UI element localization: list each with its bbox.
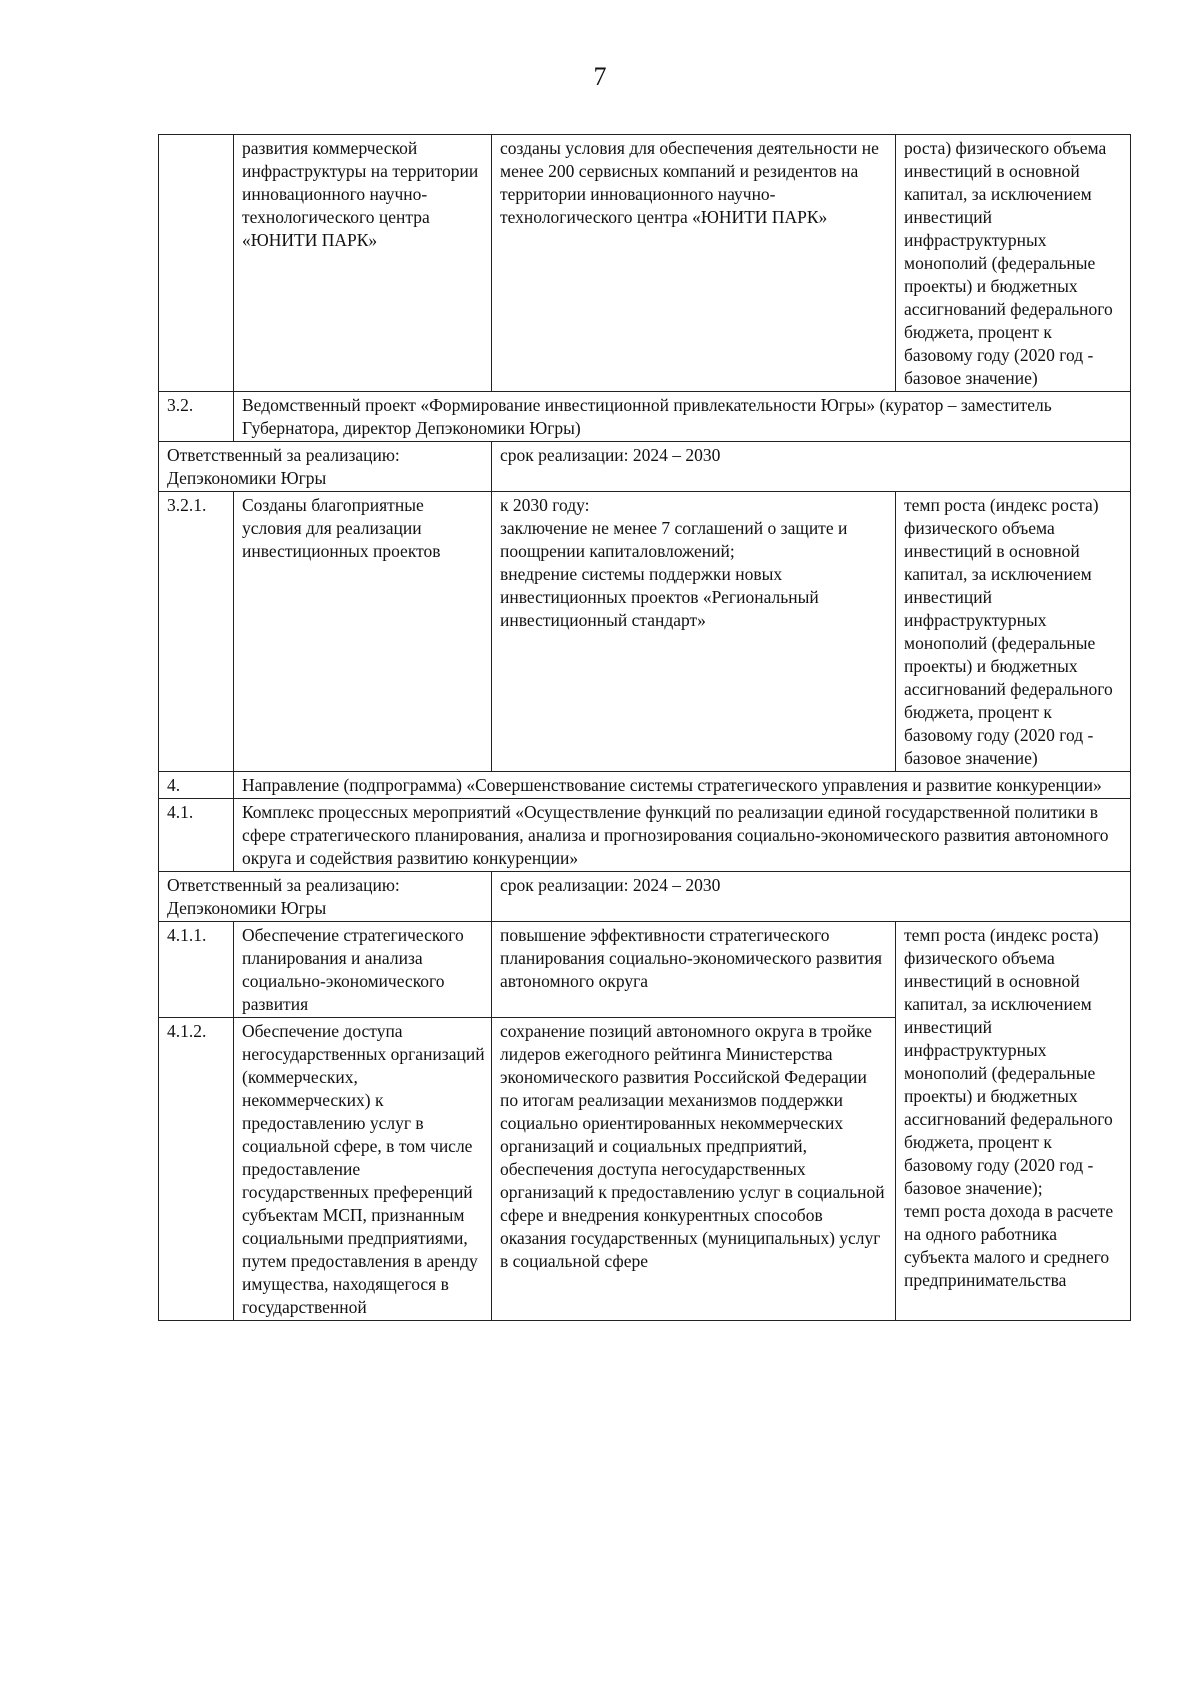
section-title: Комплекс процессных мероприятий «Осуществление функций по реализации единой государственной политики в сфере стратегического планирования, анализа и прогнозирования социально-экономического развития автономного округа и содействия развитию конкуренции» [234,799,1131,872]
section-title: Направление (подпрограмма) «Совершенствование системы стратегического управления и развитие конкуренции» [234,772,1131,799]
page-number: 7 [593,62,607,91]
result-cell: к 2030 году: заключение не менее 7 соглашений о защите и поощрении капиталовложений; внедрение системы поддержки новых инвестиционных проектов «Региональный инвестиционный стандарт» [492,492,896,772]
indicator-cell: темп роста (индекс роста) физического объема инвестиций в основной капитал, за исключением инвестиций инфраструктурных монополий (федеральные проекты) и бюджетных ассигнований федерального бюджета, процент к базовому году (2020 год - базовое значение); темп роста дохода в расчете на одного работника субъекта малого и среднего предпринимательства [896,922,1131,1321]
row-number: 4.1.1. [159,922,234,1018]
result-cell: повышение эффективности стратегического планирования социально-экономического развития автономного округа [492,922,896,1018]
table-row [159,135,1131,392]
section-number: 3.2. [159,392,234,442]
table-row [159,922,1131,1018]
section-row [159,772,1131,799]
section-title: Ведомственный проект «Формирование инвестиционной привлекательности Югры» (куратор – заместитель Губернатора, директор Депэкономики Югры) [234,392,1131,442]
task-cell: развития коммерческой инфраструктуры на территории инновационного научно-технологического центра «ЮНИТИ ПАРК» [234,135,492,392]
result-cell: сохранение позиций автономного округа в тройке лидеров ежегодного рейтинга Министерства экономического развития Российской Федерации по итогам реализации механизмов поддержки социально ориентированных некоммерческих организаций и социальных предприятий, обеспечения доступа негосударственных организаций к предоставлению услуг в социальной сфере и внедрения конкурентных способов оказания государственных (муниципальных) услуг в социальной сфере [492,1018,896,1321]
measures-table [158,134,1131,1321]
indicator-cell: роста) физического объема инвестиций в основной капитал, за исключением инвестиций инфраструктурных монополий (федеральные проекты) и бюджетных ассигнований федерального бюджета, процент к базовому году (2020 год - базовое значение) [896,135,1131,392]
row-number: 3.2.1. [159,492,234,772]
term-cell: срок реализации: 2024 – 2030 [492,872,1131,922]
responsible-row [159,872,1131,922]
indicator-cell: темп роста (индекс роста) физического объема инвестиций в основной капитал, за исключением инвестиций инфраструктурных монополий (федеральные проекты) и бюджетных ассигнований федерального бюджета, процент к базовому году (2020 год - базовое значение) [896,492,1131,772]
term-cell: срок реализации: 2024 – 2030 [492,442,1131,492]
section-number: 4.1. [159,799,234,872]
task-cell: Обеспечение стратегического планирования и анализа социально-экономического развития [234,922,492,1018]
responsible-cell: Ответственный за реализацию: Депэкономики Югры [159,442,492,492]
table-row [159,492,1131,772]
task-cell: Созданы благоприятные условия для реализации инвестиционных проектов [234,492,492,772]
result-cell: созданы условия для обеспечения деятельности не менее 200 сервисных компаний и резидентов на территории инновационного научно-технологического центра «ЮНИТИ ПАРК» [492,135,896,392]
section-row [159,392,1131,442]
task-cell: Обеспечение доступа негосударственных организаций (коммерческих, некоммерческих) к предоставлению услуг в социальной сфере, в том числе предоставление государственных преференций субъектам МСП, признанным социальными предприятиями, путем предоставления в аренду имущества, находящегося в государственной [234,1018,492,1321]
responsible-row [159,442,1131,492]
row-number: 4.1.2. [159,1018,234,1321]
section-number: 4. [159,772,234,799]
row-number [159,135,234,392]
responsible-cell: Ответственный за реализацию: Депэкономики Югры [159,872,492,922]
section-row [159,799,1131,872]
